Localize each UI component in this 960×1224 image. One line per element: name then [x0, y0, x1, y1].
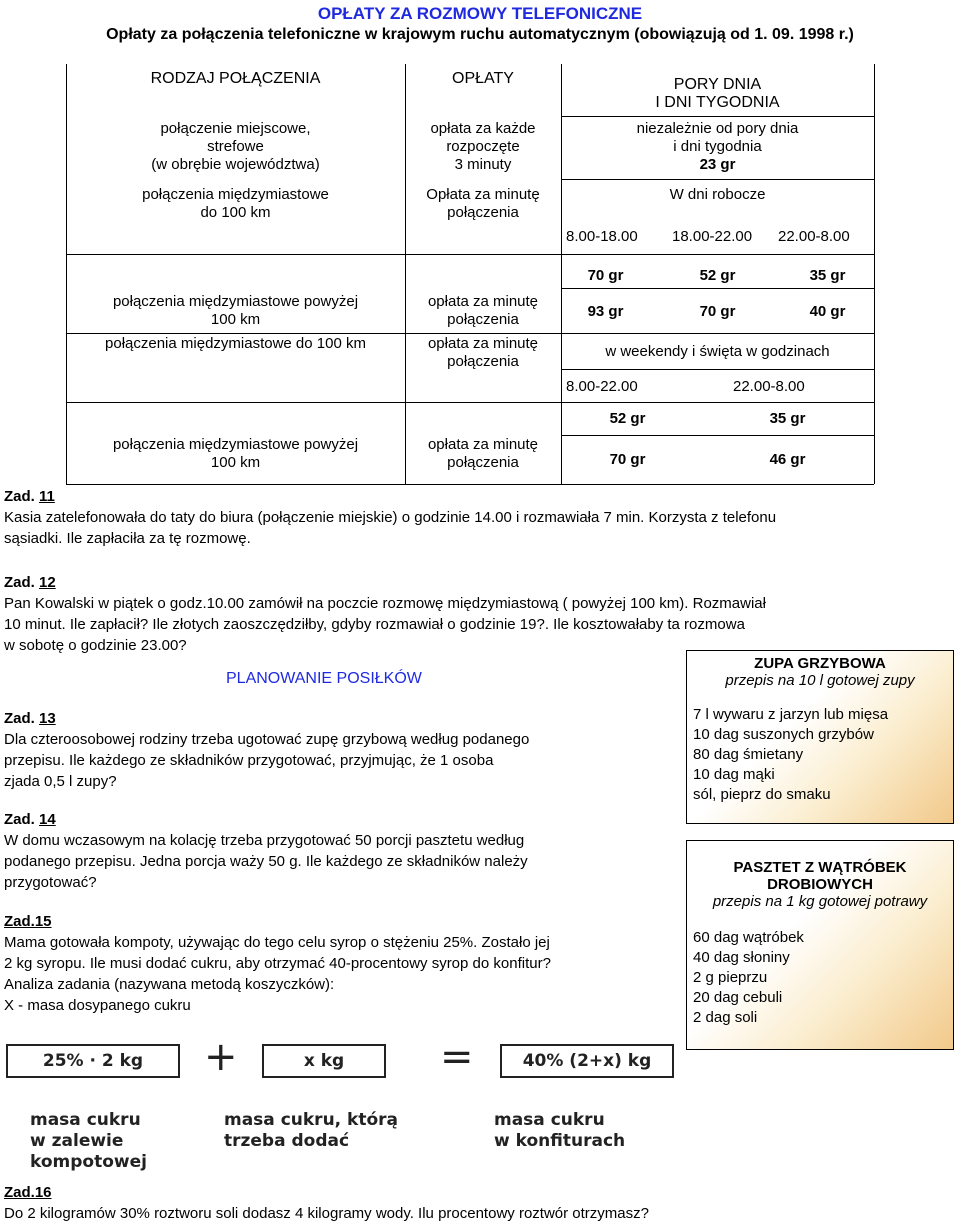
- task-12: Zad. 12 Pan Kowalski w piątek o godz.10.00 zamówił na poczcie rozmowę międzymiastową ( powyżej 100 km). Rozmawiał 10 minut. Ile zapłacił? Ile złotych zaoszczędziłby, gdyby rozmawiał o godzinie 19?. Ile kosztowałaby ta rozmowa w sobotę o godzinie 23.00?: [4, 574, 766, 654]
- task-14: Zad. 14 W domu wczasowym na kolację trzeba przygotować 50 porcji pasztetu według podanego przepisu. Jedna porcja waży 50 g. Ile każdego ze składników należy przygotować?: [4, 811, 528, 891]
- weekday-price-b-2: 70 gr: [699, 303, 736, 320]
- table-line: [561, 288, 874, 289]
- row4-kind: połączenia międzymiastowe do 100 km: [105, 335, 366, 352]
- weekend-label: w weekendy i święta w godzinach: [605, 343, 830, 360]
- ingredient: 10 dag mąki: [693, 766, 775, 783]
- basket-label: masa cukru, którą trzeba dodać: [224, 1110, 399, 1151]
- ingredient: 20 dag cebuli: [693, 989, 783, 1006]
- table-line: [66, 402, 874, 403]
- basket-box: 25% · 2 kg: [6, 1044, 180, 1078]
- row3-kind: połączenia międzymiastowe powyżej 100 km: [112, 293, 359, 328]
- task-16: Zad.16 Do 2 kilogramów 30% roztworu soli dodasz 4 kilogramy wody. Ilu procentowy roztwór otrzymasz?: [4, 1184, 649, 1222]
- recipe-subtitle: przepis na 1 kg gotowej potrawy: [712, 893, 928, 910]
- row3-fee: opłata za minutę połączenia: [427, 293, 539, 328]
- basket-label: masa cukru w zalewie kompotowej: [30, 1110, 147, 1172]
- weekend-price-a-2: 35 gr: [769, 410, 806, 427]
- weekday-price-a-3: 35 gr: [809, 267, 846, 284]
- col-kind-header: RODZAJ POŁĄCZENIA: [150, 70, 321, 87]
- weekday-hour-3: 22.00-8.00: [778, 228, 850, 245]
- weekend-price-a-1: 52 gr: [609, 410, 646, 427]
- weekend-hour-2: 22.00-8.00: [733, 378, 805, 395]
- task-13: Zad. 13 Dla czteroosobowej rodziny trzeba ugotować zupę grzybową według podanego przepisu. Ile każdego ze składników przygotować, przyjmując, że 1 osoba zjada 0,5 l zupy?: [4, 710, 530, 790]
- table-line: [66, 484, 874, 485]
- weekend-price-b-1: 70 gr: [609, 451, 646, 468]
- recipe-title: PASZTET Z WĄTRÓBEK: [733, 859, 907, 876]
- recipe-card-soup: [686, 650, 954, 824]
- section-title: PLANOWANIE POSIŁKÓW: [226, 670, 422, 687]
- ingredient: 80 dag śmietany: [693, 746, 804, 763]
- col-time-header: PORY DNIA I DNI TYGODNIA: [655, 76, 780, 111]
- task-15: Zad.15 Mama gotowała kompoty, używając do tego celu syrop o stężeniu 25%. Zostało jej 2 kg syropu. Ile musi dodać cukru, aby otrzymać 40-procentowy syrop do konfitur? Analiza zadania (nazywana metodą koszyczków): X - masa dosypanego cukru: [4, 913, 551, 1014]
- table-line: [874, 64, 875, 484]
- weekday-price-b-3: 40 gr: [809, 303, 846, 320]
- ingredient: 2 g pieprzu: [693, 969, 768, 986]
- basket-box: 40% (2+x) kg: [500, 1044, 674, 1078]
- col-fees-header: OPŁATY: [452, 70, 514, 87]
- row4-fee: opłata za minutę połączenia: [427, 335, 539, 370]
- row1-time: niezależnie od pory dnia i dni tygodnia 23 gr: [561, 120, 874, 174]
- ingredient: 7 l wywaru z jarzyn lub mięsa: [693, 706, 889, 723]
- equals-sign: =: [440, 1034, 474, 1080]
- weekday-price-a-1: 70 gr: [587, 267, 624, 284]
- table-line: [66, 254, 874, 255]
- row1-price: 23 gr: [699, 156, 736, 173]
- recipe-subtitle: przepis na 10 l gotowej zupy: [725, 672, 915, 689]
- ingredient: 60 dag wątróbek: [693, 929, 804, 946]
- ingredient: sól, pieprz do smaku: [693, 786, 831, 803]
- row5-fee: opłata za minutę połączenia: [427, 436, 539, 471]
- table-line: [561, 116, 874, 117]
- recipe-card-pate: [686, 840, 954, 1050]
- task-11: Zad. 11 Kasia zatelefonowała do taty do biura (połączenie miejskie) o godzinie 14.00 i rozmawiała 7 min. Korzysta z telefonu sąsiadki. Ile zapłaciła za tę rozmowę.: [4, 488, 777, 547]
- row1-kind: połączenie miejscowe, strefowe (w obrębie województwa): [151, 120, 320, 173]
- page-title: OPŁATY ZA ROZMOWY TELEFONICZNE: [317, 4, 643, 23]
- ingredient: 10 dag suszonych grzybów: [693, 726, 874, 743]
- weekdays-label: W dni robocze: [669, 186, 766, 203]
- weekend-hour-1: 8.00-22.00: [566, 378, 638, 395]
- page-subtitle: Opłaty za połączenia telefoniczne w krajowym ruchu automatycznym (obowiązują od 1. 09. 1998 r.): [106, 26, 854, 43]
- table-line: [66, 333, 874, 334]
- row2-fee: Opłata za minutę połączenia: [426, 186, 540, 221]
- row2-kind: połączenia międzymiastowe do 100 km: [142, 186, 329, 221]
- weekday-price-b-1: 93 gr: [587, 303, 624, 320]
- table-line: [561, 179, 874, 180]
- weekday-hour-2: 18.00-22.00: [672, 228, 753, 245]
- weekend-price-b-2: 46 gr: [769, 451, 806, 468]
- recipe-title: ZUPA GRZYBOWA: [754, 655, 886, 672]
- table-line: [561, 369, 874, 370]
- basket-label: masa cukru w konfiturach: [494, 1110, 626, 1151]
- row1-fee: opłata za każde rozpoczęte 3 minuty: [430, 120, 536, 173]
- table-line: [561, 435, 874, 436]
- row5-kind: połączenia międzymiastowe powyżej 100 km: [112, 436, 359, 471]
- weekday-hour-1: 8.00-18.00: [566, 228, 638, 245]
- ingredient: 40 dag słoniny: [693, 949, 790, 966]
- basket-box: x kg: [262, 1044, 386, 1078]
- plus-sign: +: [204, 1034, 238, 1080]
- ingredient: 2 dag soli: [693, 1009, 758, 1026]
- recipe-title: DROBIOWYCH: [767, 876, 873, 893]
- weekday-price-a-2: 52 gr: [699, 267, 736, 284]
